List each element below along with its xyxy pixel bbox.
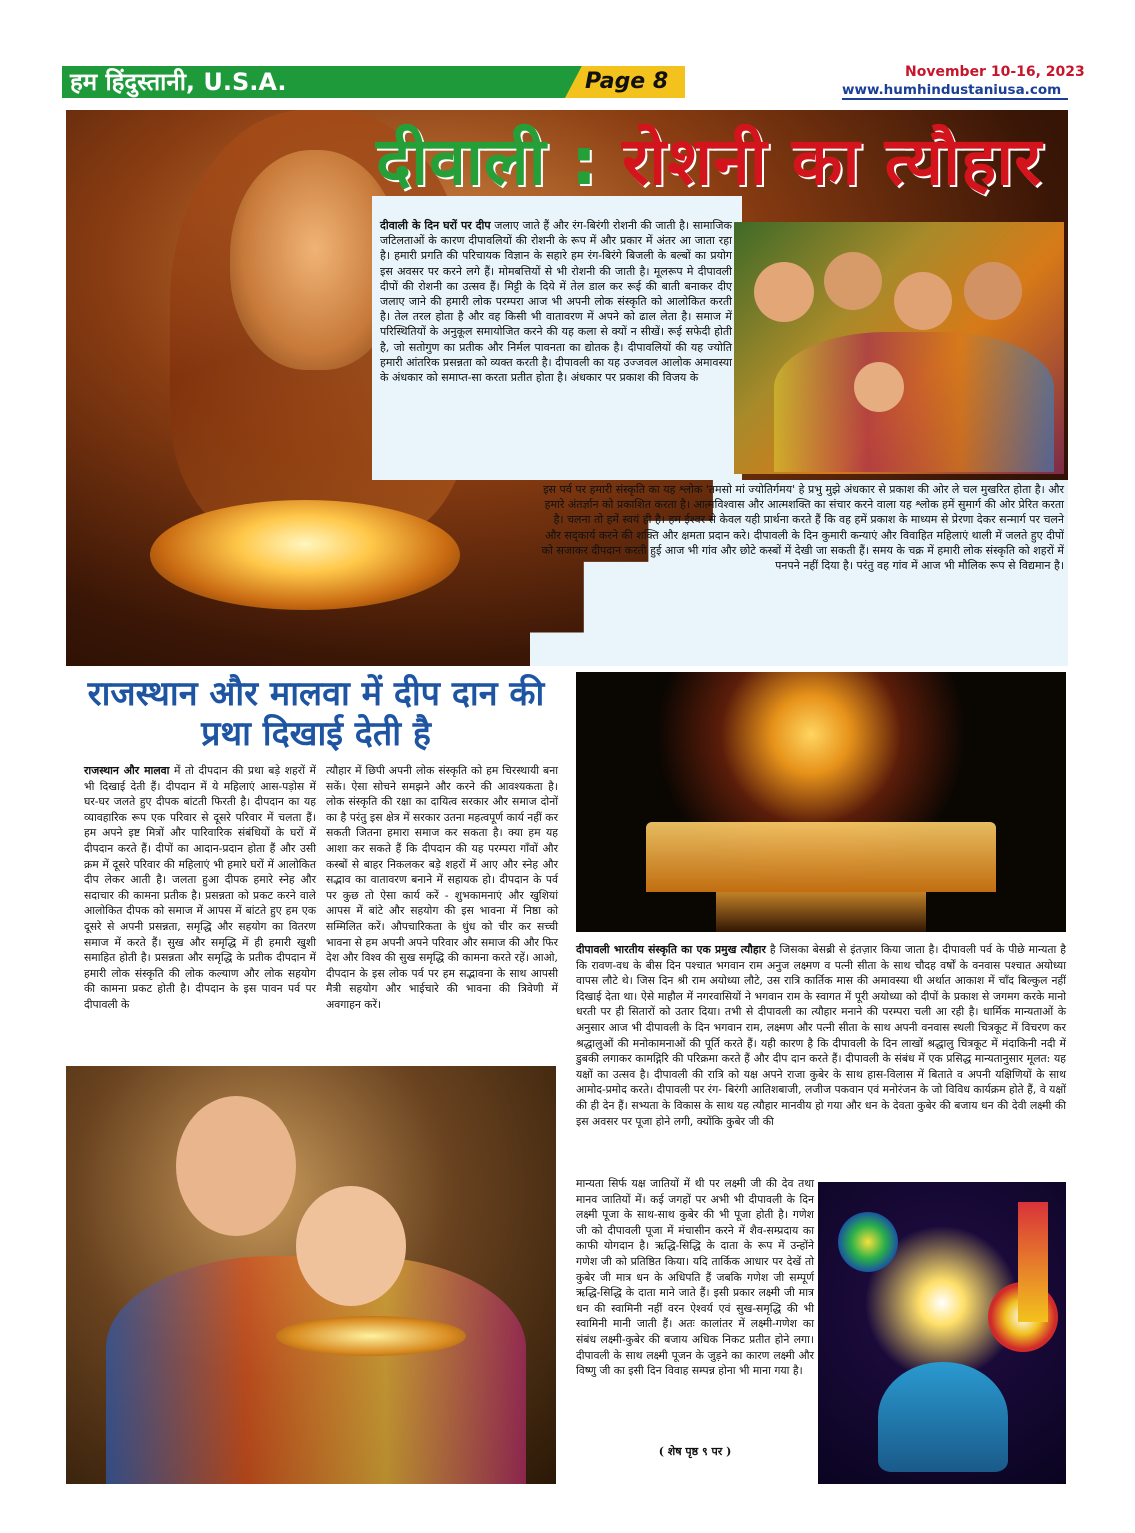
fireworks-palace-photo <box>576 672 1066 932</box>
lead-continuation-text: इस पर्व पर हमारी संस्कृति का यह श्लोक 'तमसो मां ज्योतिर्गमय' हे प्रभु मुझे अंधकार से प्रकाश की ओर ले चल मुखरित होता है। और हमारे अंतर्ज्ञान को प्रकाशित करता है। आत्मविश्वास और आत्मशक्ति का संचार करने वाला यह श्लोक हमें सुमार्ग की ओर प्रेरित करता है। चलना तो हमें स्वयं ही है। हम ईश्वर से केवल यही प्रार्थना करते हैं कि वह हमें प्रकाश के माध्यम से प्रेरणा देकर सन्मार्ग पर चलने और सद्कार्य करने की शक्ति और क्षमता प्रदान करे। दीपावली के दिन कुमारी कन्याएं और विवाहित महिलाएं थाली में जलते हुए दीपों को सजाकर दीपदान करती हुई आज भी गांव और छोटे कस्बों में देखी जा सकती हैं। समय के चक्र में हमारी लोक संस्कृति को शहरों में पनपने नहीं दिया है। परंतु वह गांव में आज भी मौलिक रूप से विद्यमान है। <box>541 483 1064 573</box>
site-url-link[interactable]: www.humhindustaniusa.com <box>842 82 1062 98</box>
page-number: Page 8 <box>585 69 669 94</box>
photo-person <box>754 262 814 322</box>
third-article-wide-text <box>576 942 1066 1129</box>
issue-date: November 10-16, 2023 <box>905 64 1085 80</box>
photo-anar <box>878 1362 1008 1472</box>
mother-daughter-photo <box>66 1066 556 1484</box>
third-lead-bold: दीपावली भारतीय संस्कृति का एक प्रमुख त्यौहार <box>576 943 766 956</box>
third-wide-body: है जिसका बेसब्री से इंतज़ार किया जाता है। दीपावली पर्व के पीछे मान्यता है कि रावण-वध के बीस दिन पश्चात भगवान राम अनुज लक्ष्मण व पत्नी सीता के साथ चौदह वर्षों के वनवास पश्चात अयोध्या वापस लौटे थे। जिस दिन श्री राम अयोध्या लौटे, उस रात्रि कार्तिक मास की अमावस्या थी अर्थात आकाश में चाँद बिल्कुल नहीं दिखाई देता था। ऐसे माहौल में नगरवासियों ने भगवान राम के स्वागत में पूरी अयोध्या को दीपों के प्रकाश से जगमग करके मानो धरती पर ही सितारों को उतार दिया। तभी से दीपावली का त्यौहार मनाने की परम्परा चली आ रही है। धार्मिक मान्यताओं के अनुसार आज भी दीपावली के दिन भगवान राम, लक्ष्मण और पत्नी सीता के साथ अपनी वनवास स्थली चित्रकूट में विचरण कर श्रद्धालुओं की मनोकामनाओं की पूर्ति करते हैं। यही कारण है कि दीपावली के दिन लाखों श्रद्धालु चित्रकूट में मंदाकिनी नदी में डुबकी लगाकर कामद्गिरि की परिक्रमा करते हैं और दीप दान करते हैं। दीपावली के संबंध में एक प्रसिद्ध मान्यतानुसार मूलत: यह यक्षों का उत्सव है। दीपावली की रात्रि को यक्ष अपने राजा कुबेर के साथ हास-विलास में बिताते व अपनी यक्षिणियों के साथ आमोद-प्रमोद करते। दीपावली पर रंग- बिरंगी आतिशबाजी, लजीज पकवान एवं मनोरंजन के जो विविध कार्यक्रम होते हैं, वे यक्षों की ही देन हैं। सभ्यता के विकास के साथ यह त्यौहार मानवीय हो गया और धन के देवता कुबेर की बजाय धन की देवी लक्ष्मी की इस अवसर पर पूजा होने लगी, क्योंकि कुबेर जी की <box>576 943 1067 1128</box>
photo-mother <box>176 1096 296 1236</box>
second-col1-body: में तो दीपदान की प्रथा बड़े शहरों में भी दिखाई देती हैं। दीपदान में ये महिलाएं आस-पड़ोस में घर-घर जलते हुए दीपक बांटती फिरती है। दीपदान का यह व्यावहारिक रूप एक परिवार से दूसरे परिवार में चलता हैं। हम अपने इष्ट मित्रों और पारिवारिक संबंधियों के घरों में दीपदान करते हैं। दीपों का आदान-प्रदान होता हैं और उसी क्रम में दूसरे परिवार की महिलाएं भी हमारे घरों में आलोकित दीप लेकर आती है। जलता हुआ दीपक हमारे स्नेह और सदाचार की कामना प्रतीक है। प्रसन्नता को प्रकट करने वाले आलोकित दीपक को समाज में आपस में बांटते हुए हम एक दूसरे से अपनी प्रसन्नता, समृद्धि और सहयोग का वितरण समाज में करते हैं। सुख और समृद्धि में ही हमारी खुशी समाहित होती है। प्रसन्नता और समृद्धि के प्रतीक दीपदान में हमारी लोक संस्कृति की लोक कल्याण और लोक सहयोग की कामना प्रकट होती है। दीपदान के इस पावन पर्व पर दीपावली के <box>84 764 316 1011</box>
lead-intro-text <box>380 218 732 385</box>
firecrackers-photo <box>818 1182 1066 1484</box>
lead-headline <box>376 122 1042 202</box>
masthead-title: हम हिंदुस्तानी, U.S.A. <box>70 68 287 96</box>
continued-on-page-note: ( शेष पृष्ठ ९ पर ) <box>658 1445 732 1458</box>
headline-part-2: रोशनी का त्यौहार <box>622 123 1043 200</box>
photo-palace <box>646 822 996 892</box>
second-headline: राजस्थान और मालवा में दीप दान की प्रथा दिखाई देती है <box>87 674 545 754</box>
photo-diya-tray <box>150 500 460 610</box>
photo-rocket <box>1018 1202 1048 1322</box>
lead-intro-bold: दीवाली के दिन घरों पर दीप <box>380 219 491 232</box>
second-article-column-2: त्यौहार में छिपी अपनी लोक संस्कृति को हम चिरस्थायी बना सकें। ऐसा सोचने समझने और करने की आवश्यकता है। लोक संस्कृति की रक्षा का दायित्व सरकार और समाज दोनों का है परंतु इस क्षेत्र में सरकार उतना महत्वपूर्ण कार्य नहीं कर सकती जितना हमारा समाज कर सकता है। क्या हम यह आशा कर सकते हैं कि दीपदान की यह परम्परा गाँवों और कस्बों से बाहर निकलकर बड़े शहरों में आए और स्नेह और सद्भाव का वातावरण बनाने में सहायक हो। दीपदान के पर्व पर कुछ तो ऐसा कार्य करें - शुभकामनाएं और खुशियां आपस में बांटे और सहयोग की इस भावना में निष्ठा को सम्मिलित करें। औपचारिकता के धुंध को चीर कर सच्ची भावना से हम अपनी अपने परिवार और समाज की और फिर देश और विश्व की सुख समृद्धि की कामना करते रहें। आओ, दीपदान के इस लोक पर्व पर हम सद्भावना के साथ आपसी मैत्री सहयोग और भाईचारे की भावना की त्रिवेणी में अवगाहन करें। <box>326 764 558 1011</box>
third-article-narrow-text: मान्यता सिर्फ यक्ष जातियों में थी पर लक्ष्मी जी की देव तथा मानव जातियों में। कई जगहों पर अभी भी दीपावली के दिन लक्ष्मी पूजा के साथ-साथ कुबेर की भी पूजा होती है। गणेश जी को दीपावली पूजा में मंचासीन करने में शैव-सम्प्रदाय का काफी योगदान है। ऋद्धि-सिद्धि के दाता के रूप में उन्होंने गणेश जी को प्रतिष्ठित किया। यदि तार्किक आधार पर देखें तो कुबेर जी मात्र धन के अधिपति हैं जबकि गणेश जी सम्पूर्ण ऋद्धि-सिद्धि के दाता माने जाते हैं। इसी प्रकार लक्ष्मी जी मात्र धन की स्वामिनी नहीं वरन ऐश्वर्य एवं सुख-समृद्धि की भी स्वामिनी मानी जाती हैं। अतः कालांतर में लक्ष्मी-गणेश का संबंध लक्ष्मी-कुबेर की बजाय अधिक निकट प्रतीत होने लगा। दीपावली के साथ लक्ष्मी पूजन के जुड़ने का कारण लक्ष्मी और विष्णु जी का इसी दिन विवाह सम्पन्न होना भी माना गया है। <box>576 1177 814 1378</box>
photo-daughter <box>296 1186 406 1306</box>
photo-reflection <box>716 892 926 932</box>
photo-person <box>824 252 882 310</box>
photo-person <box>854 362 904 412</box>
header-underline <box>842 98 1068 100</box>
second-lead-bold: राजस्थान और मालवा <box>84 764 170 777</box>
second-article-column-1 <box>84 763 316 1013</box>
family-celebration-photo <box>734 222 1064 474</box>
photo-clothing <box>774 332 1054 472</box>
photo-diya-tray <box>276 1316 466 1356</box>
photo-person <box>894 272 952 330</box>
photo-chakri <box>838 1212 898 1272</box>
headline-part-1: दीवाली : <box>376 123 599 200</box>
photo-person <box>964 262 1022 320</box>
lead-intro-body: जलाए जाते हैं और रंग-बिरंगी रोशनी की जाती है। सामाजिक जटिलताओं के कारण दीपावलियों की रोशनी के रूप में और प्रकार में अंतर आ जाता रहा है। हमारी प्रगति की परिचायक विज्ञान के सहारे हम रंग-बिरंगे बिजली के बल्बों का प्रयोग इस अवसर पर करने लगे हैं। मोमबत्तियों से भी रोशनी की जाती है। मूलरूप मे दीपावली दीपों की रोशनी का उत्सव हैं। मिट्टी के दिये में तेल डाल कर रूई की बाती बनाकर दीए जलाए जाने की हमारी लोक परम्परा आज भी अपनी लोक संस्कृति को आलोकित करती है। तेल तरल होता है और वह किसी भी वातावरण में अपने को ढाल लेता है। समाज में परिस्थितियों के अनुकूल समायोजित करने की यह कला से क्यों न सीखें। रूई सफेदी होती है, जो सतोगुण का प्रतीक और निर्मल पावनता का द्योतक है। दीपावलियों की यह ज्योति हमारी आंतरिक प्रसन्नता को व्यक्त करती है। दीपावली का यह उज्जवल आलोक अमावस्या के अंधकार को समाप्त-सा करता प्रतीत होता है। अंधकार पर प्रकाश की विजय के <box>380 219 732 385</box>
